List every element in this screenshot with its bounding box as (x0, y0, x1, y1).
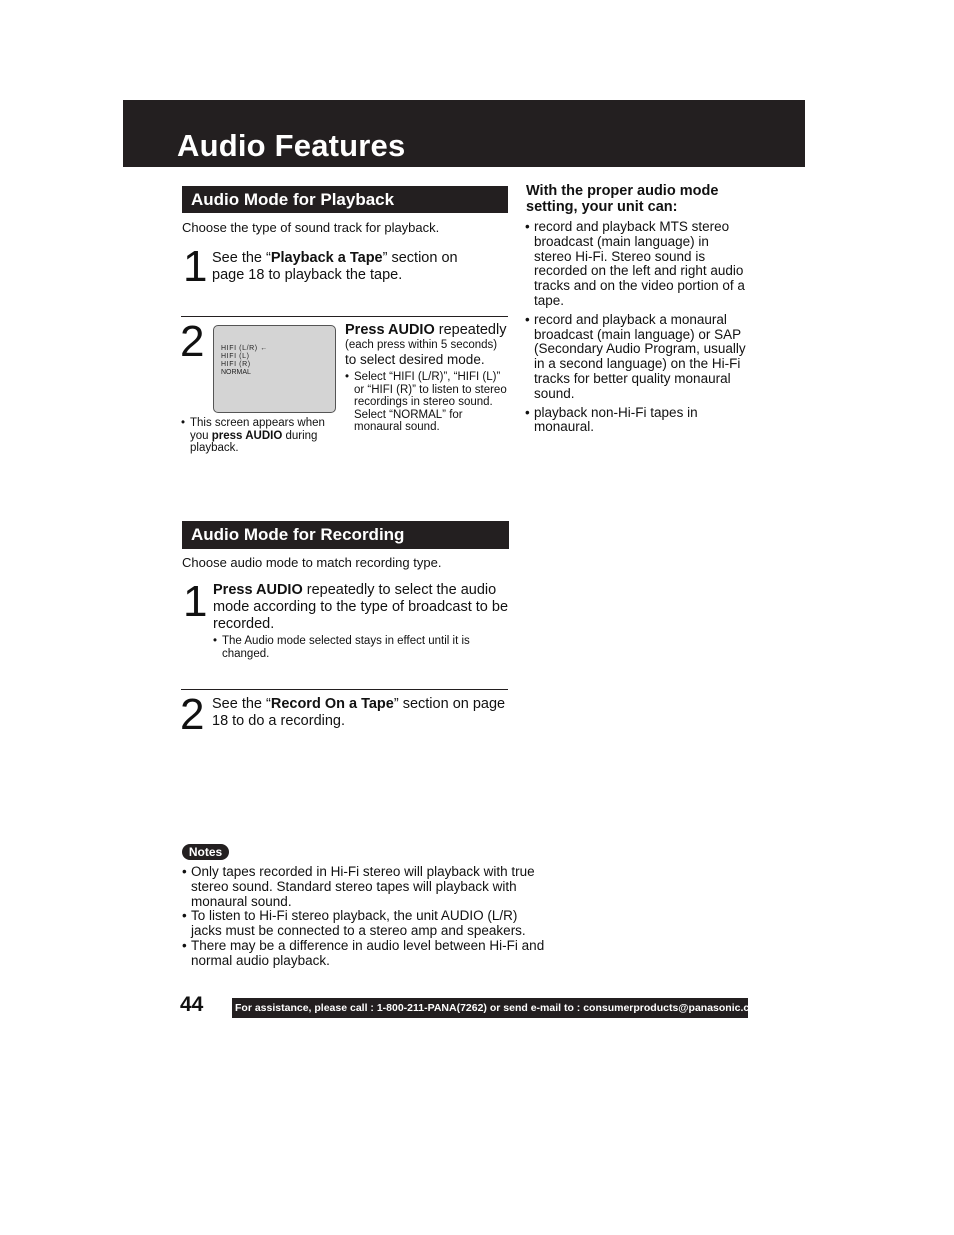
playback-section-heading: Audio Mode for Playback (182, 186, 508, 213)
press-audio-instruction: Press AUDIO repeatedly (each press within 5 seconds) to select desired mode. (345, 322, 507, 367)
right-column-heading: With the proper audio mode setting, your unit can: (526, 183, 719, 215)
playback-step2-bullets (345, 371, 513, 434)
recording-intro: Choose audio mode to match recording type. (182, 555, 442, 570)
list-item: • Only tapes recorded in Hi-Fi stereo will playback with true stereo sound. Standard stereo tapes will playback with monaural sound. (182, 865, 547, 909)
screen-line: NORMAL (221, 369, 251, 376)
recording-step1-bullets (213, 635, 508, 660)
page-number: 44 (180, 993, 204, 1016)
recording-step1-number: 1 (183, 577, 208, 626)
divider (181, 689, 508, 690)
screen-line: HIFI (L) (221, 353, 250, 360)
screen-line: HIFI (R) (221, 361, 251, 368)
list-item: • To listen to Hi-Fi stereo playback, the unit AUDIO (L/R) jacks must be connected to a stereo amp and speakers. (182, 909, 547, 939)
playback-step2-number: 2 (180, 317, 205, 366)
list-item: • There may be a difference in audio level between Hi-Fi and normal audio playback. (182, 939, 547, 969)
recording-step2-text: See the “Record On a Tape” section on page 18 to do a recording. (212, 696, 506, 729)
recording-step1-text: Press AUDIO repeatedly to select the audio mode according to the type of broadcast to be recorded. (213, 582, 509, 632)
list-item: • Select “HIFI (L/R)”, “HIFI (L)” or “HIFI (R)” to listen to stereo recordings in stereo sound. Select “NORMAL” for monaural sound. (345, 371, 513, 434)
divider (181, 316, 508, 317)
screen-line: HIFI (L/R) ← (221, 345, 268, 352)
assistance-bar: For assistance, please call : 1-800-211-PANA(7262) or send e-mail to : consumerproducts@panasonic.com (232, 998, 748, 1018)
list-item: • record and playback a monaural broadcast (main language) or SAP (Secondary Audio Program, usually in a second language) on the Hi-Fi tracks for better quality monaural sound. (525, 313, 750, 402)
playback-step1-number: 1 (183, 242, 208, 291)
recording-step2-number: 2 (180, 690, 205, 739)
list-item: • The Audio mode selected stays in effect until it is changed. (213, 635, 508, 660)
page-title: Audio Features (177, 128, 406, 163)
list-item: • This screen appears when you press AUDIO during playback. (181, 417, 341, 455)
notes-list (182, 865, 547, 969)
list-item: • playback non-Hi-Fi tapes in monaural. (525, 406, 750, 436)
tv-screen-illustration (213, 325, 336, 413)
capabilities-list (525, 220, 750, 435)
playback-intro: Choose the type of sound track for playback. (182, 220, 440, 235)
recording-section-heading: Audio Mode for Recording (182, 521, 509, 549)
notes-badge: Notes (182, 844, 229, 860)
screen-note (181, 417, 341, 455)
list-item: • record and playback MTS stereo broadcast (main language) in stereo Hi-Fi. Stereo sound is recorded on the left and right audio tracks and on the video portion of a tape. (525, 220, 750, 309)
playback-step1-text: See the “Playback a Tape” section on page 18 to playback the tape. (212, 250, 458, 283)
